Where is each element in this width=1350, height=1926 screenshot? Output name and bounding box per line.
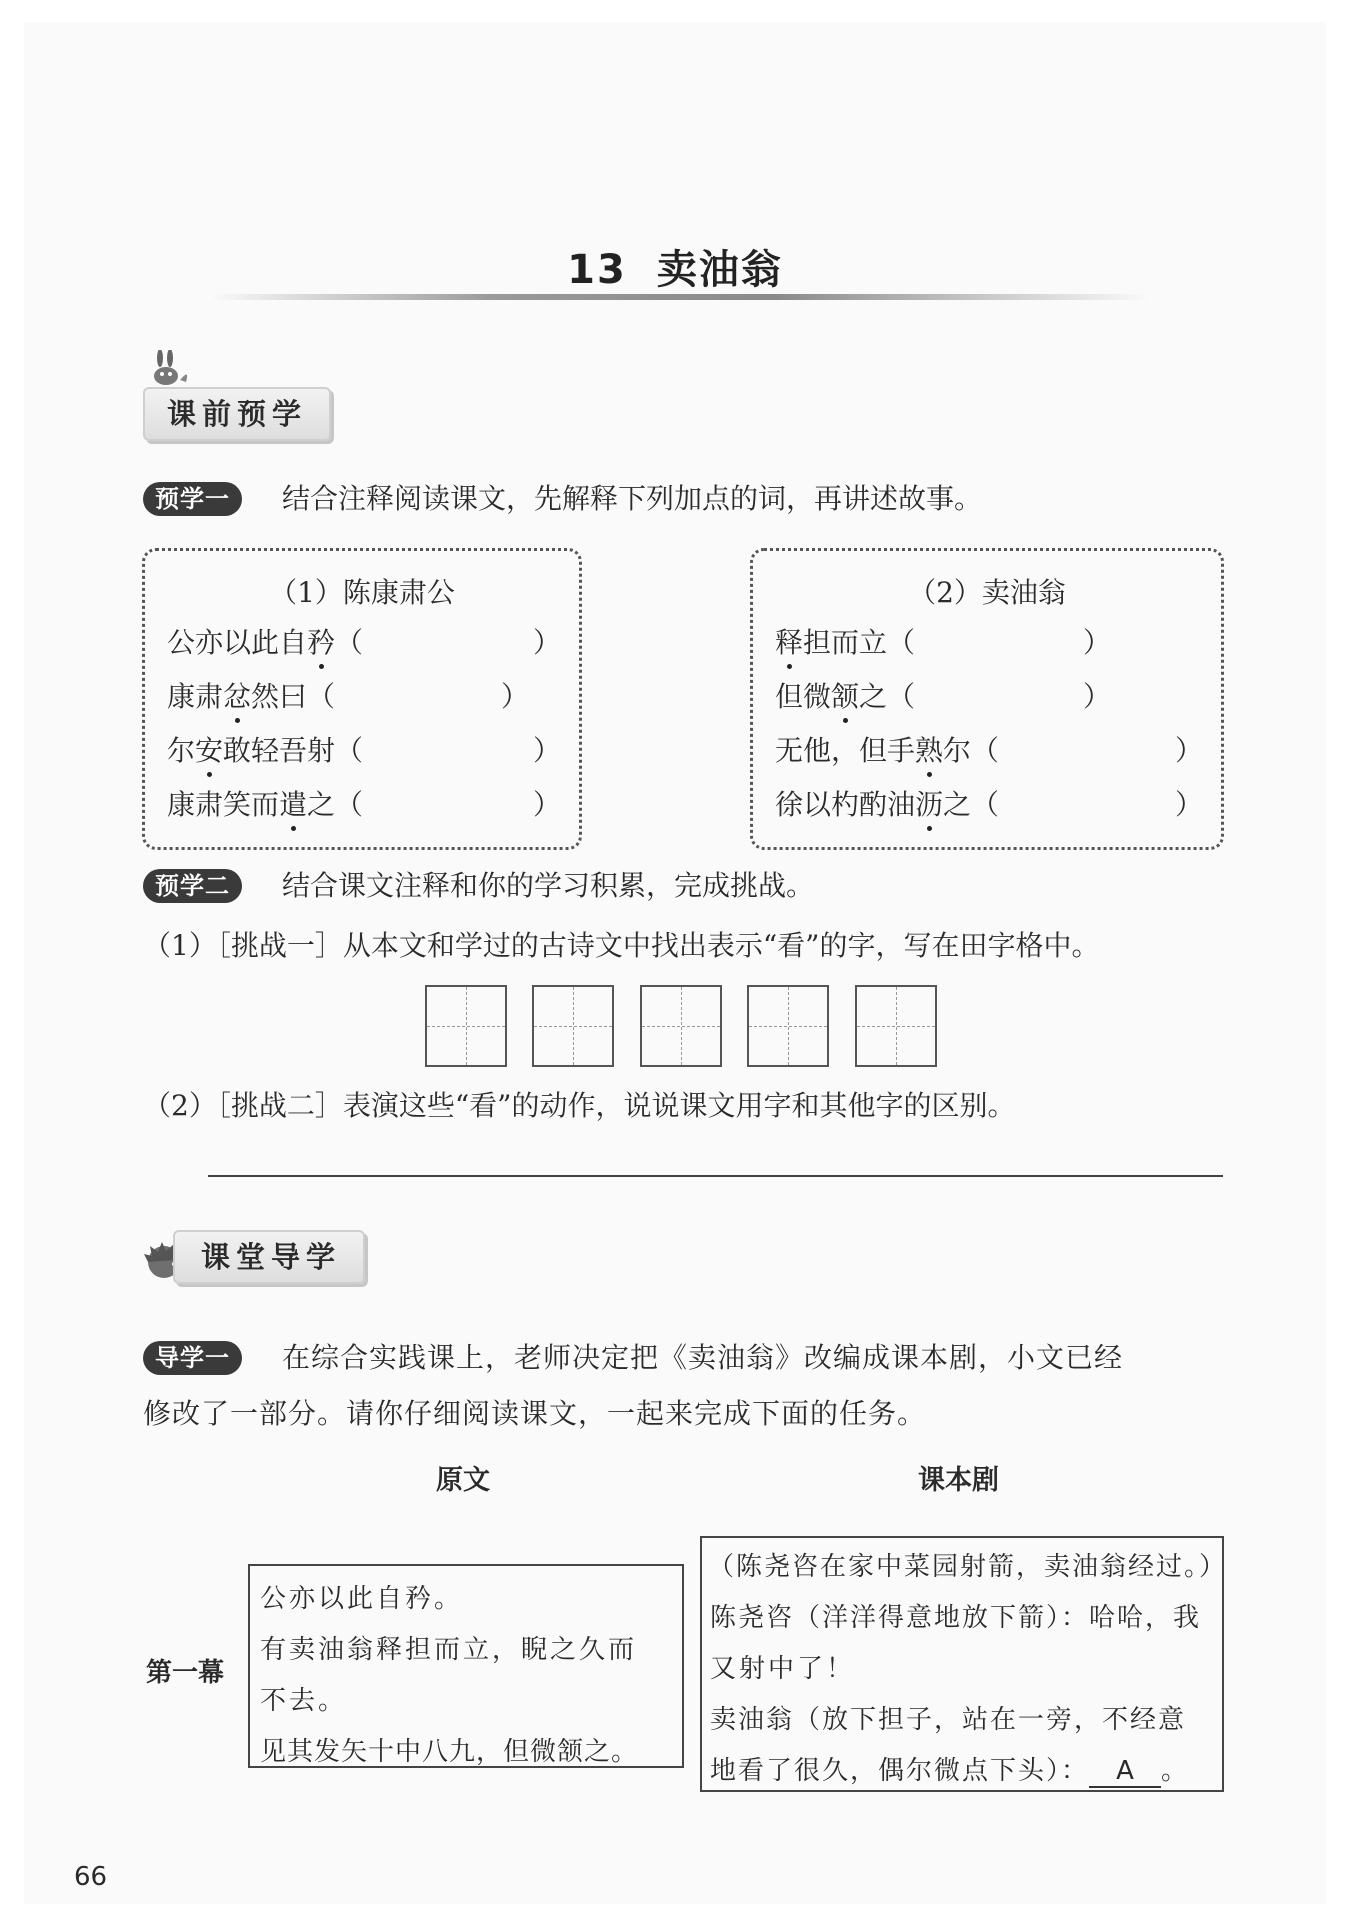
dotted-char: 忿 [223, 680, 252, 713]
column-heading-script: 课本剧 [918, 1465, 999, 1496]
script-text-box [700, 1536, 1228, 1792]
original-line: 有卖油翁释担而立，睨之久而 [260, 1635, 638, 1665]
act-label: 第一幕 [146, 1658, 225, 1688]
script-line: 陈尧咨（洋洋得意地放下箭）：哈哈，我 [710, 1603, 1202, 1633]
vocab-row: 无他，但手熟尔（ ） [775, 734, 1203, 767]
task1-instruction: 结合注释阅读课文，先解释下列加点的词，再讲述故事。 [282, 482, 983, 515]
dotted-char: 释 [775, 626, 804, 659]
box-heading: （2）卖油翁 [908, 576, 1066, 609]
vocab-row: 尔安敢轻吾射（ ） [167, 734, 561, 767]
vocab-box-oil-seller [750, 548, 1224, 850]
script-line: （陈尧咨在家中菜园射箭，卖油翁经过。） [708, 1552, 1228, 1582]
dotted-char: 安 [195, 734, 224, 767]
rabbit-mascot-icon [150, 350, 192, 386]
tag-guide-1: 导学一 [143, 1341, 242, 1375]
answer-line[interactable] [208, 1175, 1223, 1177]
dotted-char: 矜 [307, 626, 336, 659]
challenge-2-text: （2）［挑战二］表演这些“看”的动作，说说课文用字和其他字的区别。 [143, 1089, 1016, 1122]
vocab-row: 但微颔之（ ） [775, 680, 1111, 713]
original-line: 公亦以此自矜。 [260, 1584, 464, 1614]
tag-preview-2: 预学二 [143, 869, 242, 903]
challenge-1-text: （1）［挑战一］从本文和学过的古诗文中找出表示“看”的字，写在田字格中。 [143, 929, 1100, 962]
page-number: 66 [74, 1862, 108, 1892]
vocab-row: 公亦以此自矜（ ） [167, 626, 561, 659]
vocab-box-chen-kangsu [142, 548, 582, 850]
script-line-with-blank: 地看了很久，偶尔微点下头）： A 。 [710, 1756, 1190, 1786]
task3-instruction-line2: 修改了一部分。请你仔细阅读课文，一起来完成下面的任务。 [143, 1397, 927, 1430]
vocab-row: 康肃忿然曰（ ） [167, 680, 529, 713]
task3-instruction-line1: 在综合实践课上，老师决定把《卖油翁》改编成课本剧，小文已经 [282, 1341, 1124, 1374]
box-heading: （1）陈康肃公 [269, 576, 455, 609]
section-badge-classroom: 课堂导学 [173, 1230, 365, 1284]
script-line: 卖油翁（放下担子，站在一旁，不经意 [710, 1705, 1187, 1735]
vocab-row: 释担而立（ ） [775, 626, 1111, 659]
title-underline [210, 294, 1150, 300]
vocab-row: 康肃笑而遣之（ ） [167, 788, 561, 821]
lesson-title [0, 238, 1350, 295]
writing-grid-box-1[interactable] [425, 985, 507, 1067]
column-heading-original: 原文 [436, 1465, 490, 1496]
dotted-char: 遣 [279, 788, 308, 821]
original-line: 见其发矢十中八九，但微颔之。 [260, 1737, 639, 1767]
original-text-box [248, 1564, 684, 1768]
lesson-number: 13 [567, 247, 627, 293]
section-badge-preview: 课前预学 [143, 387, 331, 441]
dotted-char: 沥 [915, 788, 944, 821]
writing-grid-box-2[interactable] [532, 985, 614, 1067]
writing-grid-box-5[interactable] [855, 985, 937, 1067]
dotted-char: 熟 [915, 734, 944, 767]
task2-instruction: 结合课文注释和你的学习积累，完成挑战。 [282, 869, 815, 902]
dotted-char: 颔 [831, 680, 860, 713]
fill-blank-A[interactable]: A [1089, 1756, 1161, 1788]
vocab-row: 徐以杓酌油沥之（ ） [775, 788, 1203, 821]
tag-preview-1: 预学一 [143, 482, 242, 516]
writing-grid-box-3[interactable] [640, 985, 722, 1067]
original-line: 不去。 [260, 1686, 348, 1716]
writing-grid-box-4[interactable] [747, 985, 829, 1067]
script-line: 又射中了！ [710, 1654, 856, 1684]
lesson-name: 卖油翁 [656, 247, 783, 293]
